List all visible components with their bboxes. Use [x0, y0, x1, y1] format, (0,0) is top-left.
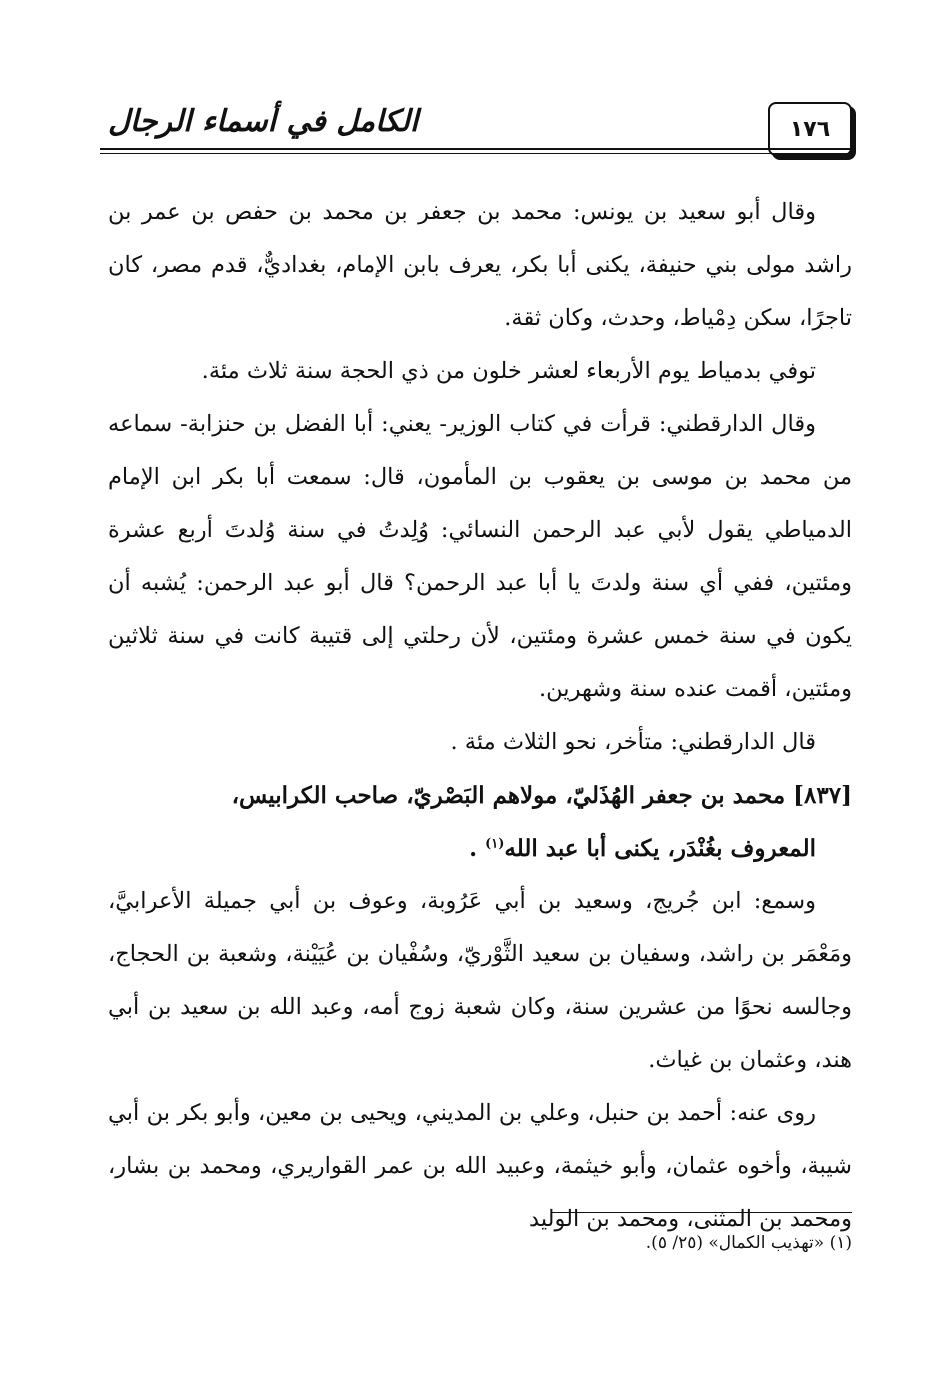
running-title: الكامل في أسماء الرجال [108, 104, 419, 139]
header-rule [100, 148, 852, 150]
paragraph: قال الدارقطني: متأخر، نحو الثلاث مئة . [450, 729, 816, 755]
page-header [100, 100, 852, 156]
footnote-separator [552, 1212, 852, 1213]
paragraph: وسمع: ابن جُريج، وسعيد بن أبي عَرُوبة، وعوف بن أبي جميلة الأعرابيَّ، ومَعْمَر بن راشد، وسفيان بن سعيد الثَّوْريّ، وسُفْيان بن عُيَيْنة، وشعبة بن الحجاج، وجالسه نحوًا من عشرين سنة، وكان شعبة زوج أمه، وعبد الله بن سعيد بن أبي هند، وعثمان بن غياث. [108, 888, 852, 1073]
paragraph: روى عنه: أحمد بن حنبل، وعلي بن المديني، ويحيى بن معين، وأبو بكر بن أبي شيبة، وأخوه عثمان، وأبو خيثمة، وعبيد الله بن عمر القواريري، ومحمد بن بشار، ومحمد بن المثنى، ومحمد بن الوليد [108, 1100, 852, 1232]
entry-heading-line2-wrap [108, 822, 852, 875]
paragraph: توفي بدمياط يوم الأربعاء لعشر خلون من ذي الحجة سنة ثلاث مئة. [201, 358, 816, 384]
main-text [108, 186, 852, 1246]
paragraph: وقال أبو سعيد بن يونس: محمد بن جعفر بن محمد بن حفص بن عمر بن راشد مولى بني حنيفة، يكنى أبا بكر، يعرف بابن الإمام، بغداديٌّ، قدم مصر، كان تاجرًا، سكن دِمْياط، وحدث، وكان ثقة. [108, 199, 852, 331]
footnote-marker[interactable]: (١) [485, 836, 505, 852]
paragraph: وقال الدارقطني: قرأت في كتاب الوزير- يعني: أبا الفضل بن حنزابة- سماعه من محمد بن موسى بن يعقوب بن المأمون، قال: سمعت أبا بكر ابن الإمام الدمياطي يقول لأبي عبد الرحمن النسائي: وُلِدتُ في سنة وُلدتَ أربع عشرة ومئتين، ففي أي سنة ولدتَ يا أبا عبد الرحمن؟ قال أبو عبد الرحمن: يُشبه أن يكون في سنة خمس عشرة ومئتين، لأن رحلتي إلى قتيبة كانت في سنة ثلاثين ومئتين، أقمت عنده سنة وشهرين. [108, 411, 852, 702]
header-rule-thin [100, 153, 852, 154]
entry-heading-line2: المعروف بغُنْدَر، يكنى أبا عبد الله [504, 835, 816, 862]
entry-heading-end: . [469, 835, 478, 862]
entry-heading-line1: [٨٣٧] محمد بن جعفر الهُذَليّ، مولاهم البَصْريّ، صاحب الكرابيس، [231, 782, 852, 809]
entry-heading [108, 769, 852, 875]
footnote: (١) «تهذيب الكمال» (٢٥/ ٥). [645, 1233, 852, 1253]
page-number: ١٧٦ [768, 102, 852, 156]
